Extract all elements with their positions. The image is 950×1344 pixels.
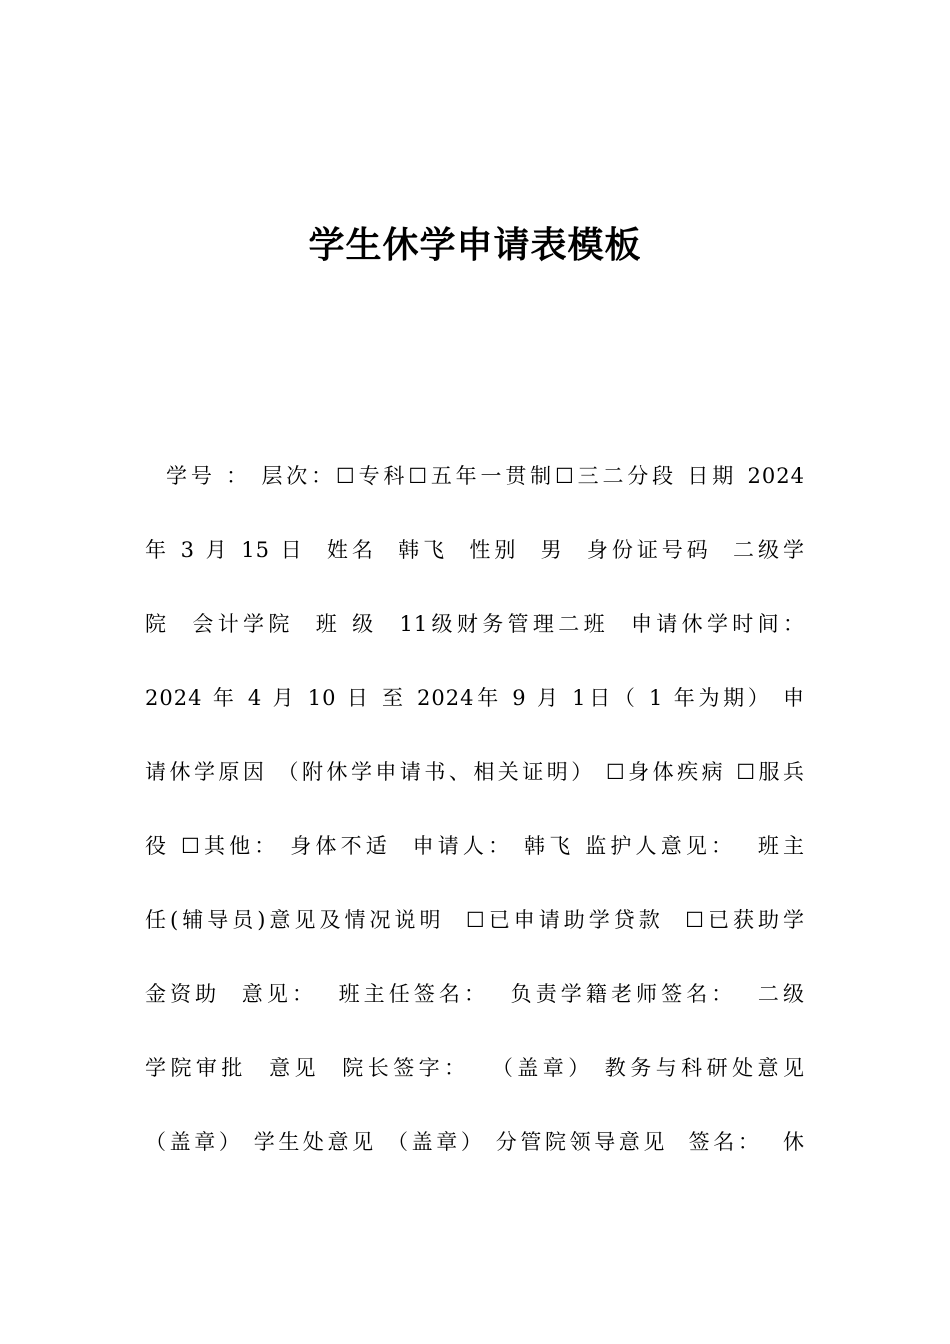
document-title: 学生休学申请表模板 — [308, 225, 642, 266]
document-body — [145, 453, 805, 1193]
body-line: 任(辅导员)意见及情况说明 ☐已申请助学贷款 ☐已获助学 — [145, 908, 805, 932]
body-line: 年 3 月 15 日 姓名 韩飞 性别 男 身份证号码 二级学 — [145, 538, 805, 562]
body-line: 学号 ： 层次：☐专科☐五年一贯制☐三二分段 日期 2024 — [145, 464, 805, 488]
body-line: （盖章） 学生处意见 （盖章） 分管院领导意见 签名： 休 — [145, 1130, 805, 1154]
body-line: 役 ☐其他： 身体不适 申请人： 韩飞 监护人意见： 班主 — [145, 834, 805, 858]
body-line: 请休学原因 （附休学申请书、相关证明） ☐身体疾病 ☐服兵 — [145, 760, 805, 784]
body-line: 学院审批 意见 院长签字： （盖章） 教务与科研处意见 — [145, 1056, 805, 1080]
body-line: 金资助 意见： 班主任签名： 负责学籍老师签名： 二级 — [145, 982, 805, 1006]
body-line: 2024 年 4 月 10 日 至 2024年 9 月 1日（ 1 年为期） 申 — [145, 686, 805, 710]
body-line: 院 会计学院 班 级 11级财务管理二班 申请休学时间： — [145, 612, 805, 636]
